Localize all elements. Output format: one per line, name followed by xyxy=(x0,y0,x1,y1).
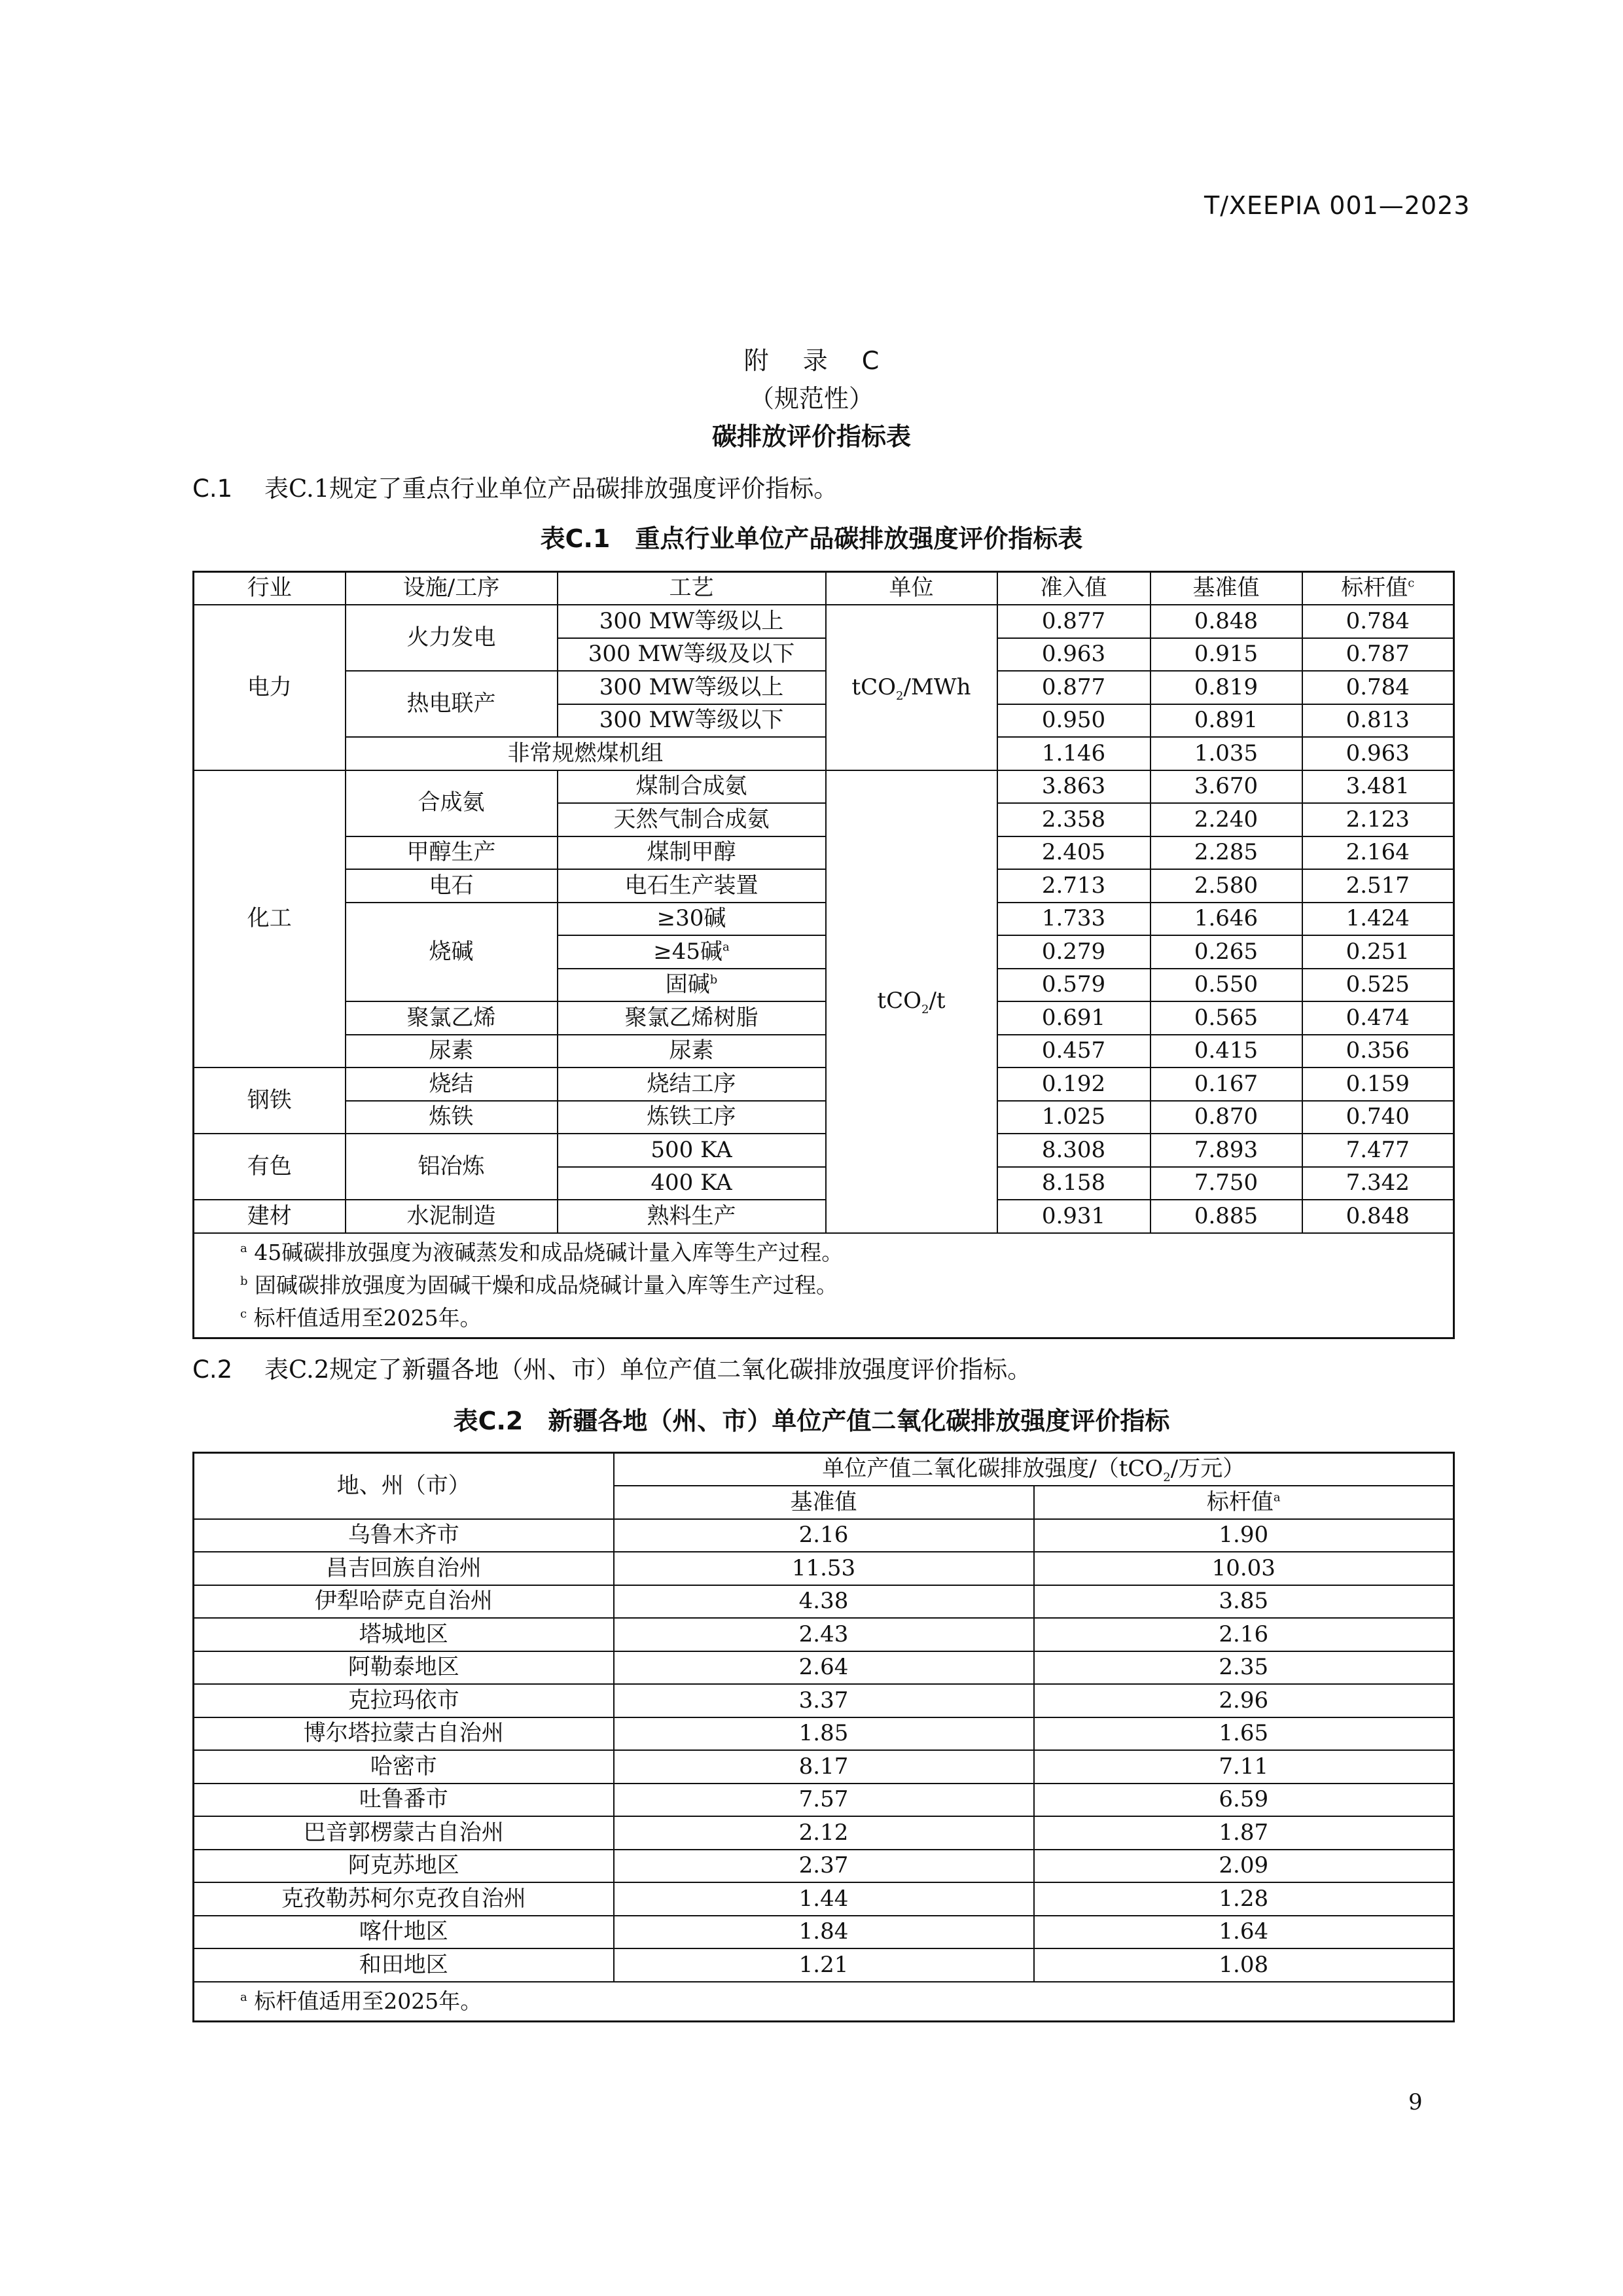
facility-cell: 烧结 xyxy=(346,1067,558,1101)
region-cell: 巴音郭楞蒙古自治州 xyxy=(194,1816,614,1850)
table-row xyxy=(194,605,1454,638)
baseline-value: 7.57 xyxy=(614,1784,1034,1817)
unit-text: tCO xyxy=(851,673,896,700)
table-row xyxy=(194,1916,1454,1949)
benchmark-value: 2.164 xyxy=(1302,836,1454,870)
table-row xyxy=(194,1816,1454,1850)
column-header: 行业 xyxy=(194,572,346,605)
baseline-value: 2.240 xyxy=(1150,803,1302,836)
table-header-row xyxy=(194,572,1454,605)
baseline-value: 0.265 xyxy=(1150,935,1302,969)
entry-value: 0.877 xyxy=(997,605,1150,638)
baseline-value: 7.893 xyxy=(1150,1134,1302,1167)
entry-value: 0.691 xyxy=(997,1001,1150,1035)
process-cell: 电石生产装置 xyxy=(558,869,826,903)
unit-text: tCO xyxy=(877,988,921,1014)
baseline-value: 0.565 xyxy=(1150,1001,1302,1035)
industry-cell: 化工 xyxy=(194,770,346,1068)
baseline-value: 2.12 xyxy=(614,1816,1034,1850)
table-row xyxy=(194,737,1454,770)
baseline-value: 0.848 xyxy=(1150,605,1302,638)
benchmark-value: 0.356 xyxy=(1302,1035,1454,1068)
unit-text: /t xyxy=(929,988,946,1014)
benchmark-value: 2.96 xyxy=(1034,1684,1454,1717)
facility-cell: 合成氨 xyxy=(346,770,558,836)
clause-c2 xyxy=(192,1350,1031,1385)
unit-cell xyxy=(826,605,997,770)
entry-value: 8.158 xyxy=(997,1167,1150,1200)
benchmark-value: 0.159 xyxy=(1302,1067,1454,1101)
process-cell: 300 MW等级以下 xyxy=(558,704,826,738)
benchmark-value: 0.740 xyxy=(1302,1101,1454,1134)
benchmark-value: 0.848 xyxy=(1302,1200,1454,1233)
column-group-header xyxy=(614,1453,1454,1486)
footnote-text: 标杆值适用至2025年。 xyxy=(254,1988,482,2014)
table-row xyxy=(194,1001,1454,1035)
clause-c1 xyxy=(192,469,838,504)
footnote xyxy=(240,1985,1446,2018)
process-cell: 300 MW等级以上 xyxy=(558,671,826,704)
footnote-text: 固碱碳排放强度为固碱干燥和成品烧碱计量入库等生产过程。 xyxy=(255,1272,838,1298)
baseline-value: 0.550 xyxy=(1150,969,1302,1002)
baseline-value: 3.37 xyxy=(614,1684,1034,1717)
clause-text: 表C.2规定了新疆各地（州、市）单位产值二氧化碳排放强度评价指标。 xyxy=(264,1355,1032,1384)
facility-cell: 聚氯乙烯 xyxy=(346,1001,558,1035)
clause-number: C.2 xyxy=(192,1355,233,1384)
benchmark-value: 0.784 xyxy=(1302,671,1454,704)
facility-cell: 非常规燃煤机组 xyxy=(346,737,826,770)
table-row xyxy=(194,1552,1454,1585)
facility-cell: 烧碱 xyxy=(346,903,558,1002)
table-notes-row xyxy=(194,1982,1454,2022)
baseline-value: 0.167 xyxy=(1150,1067,1302,1101)
unit-subscript: 2 xyxy=(921,1003,929,1017)
unit-text: /MWh xyxy=(903,673,971,700)
benchmark-value: 2.123 xyxy=(1302,803,1454,836)
table-row xyxy=(194,1067,1454,1101)
facility-cell: 热电联产 xyxy=(346,671,558,737)
entry-value: 2.358 xyxy=(997,803,1150,836)
process-cell: 煤制合成氨 xyxy=(558,770,826,804)
industry-cell: 建材 xyxy=(194,1200,346,1233)
footnote xyxy=(240,1269,1446,1302)
baseline-value: 4.38 xyxy=(614,1585,1034,1619)
baseline-value: 2.16 xyxy=(614,1519,1034,1552)
benchmark-value: 3.85 xyxy=(1034,1585,1454,1619)
column-header-text: 标杆值 xyxy=(1206,1488,1274,1515)
table-row xyxy=(194,671,1454,704)
region-cell: 哈密市 xyxy=(194,1750,614,1784)
facility-cell: 甲醇生产 xyxy=(346,836,558,870)
table-row xyxy=(194,1651,1454,1685)
column-header: 设施/工序 xyxy=(346,572,558,605)
baseline-value: 0.870 xyxy=(1150,1101,1302,1134)
benchmark-value: 0.525 xyxy=(1302,969,1454,1002)
process-cell: 300 MW等级及以下 xyxy=(558,638,826,672)
benchmark-value: 7.11 xyxy=(1034,1750,1454,1784)
benchmark-value: 2.517 xyxy=(1302,869,1454,903)
baseline-value: 1.035 xyxy=(1150,737,1302,770)
baseline-value: 3.670 xyxy=(1150,770,1302,804)
benchmark-value: 0.813 xyxy=(1302,704,1454,738)
benchmark-value: 6.59 xyxy=(1034,1784,1454,1817)
table-row xyxy=(194,1035,1454,1068)
baseline-value: 2.285 xyxy=(1150,836,1302,870)
benchmark-value: 0.963 xyxy=(1302,737,1454,770)
baseline-value: 0.885 xyxy=(1150,1200,1302,1233)
process-cell: 尿素 xyxy=(558,1035,826,1068)
baseline-value: 2.37 xyxy=(614,1850,1034,1883)
appendix-title: 碳排放评价指标表 xyxy=(711,422,911,451)
table-row xyxy=(194,1200,1454,1233)
region-cell: 喀什地区 xyxy=(194,1916,614,1949)
baseline-value: 1.85 xyxy=(614,1717,1034,1751)
process-cell: 煤制甲醇 xyxy=(558,836,826,870)
entry-value: 0.457 xyxy=(997,1035,1150,1068)
region-cell: 塔城地区 xyxy=(194,1618,614,1651)
benchmark-value: 2.16 xyxy=(1034,1618,1454,1651)
header-text: /万元） xyxy=(1170,1456,1245,1482)
table-caption: 表C.2 新疆各地（州、市）单位产值二氧化碳排放强度评价指标 xyxy=(453,1407,1170,1435)
process-cell xyxy=(558,935,826,969)
table-row xyxy=(194,903,1454,936)
table-caption: 表C.1 重点行业单位产品碳排放强度评价指标表 xyxy=(540,524,1083,553)
industry-cell: 电力 xyxy=(194,605,346,770)
table-row xyxy=(194,869,1454,903)
baseline-value: 0.891 xyxy=(1150,704,1302,738)
column-header: 地、州（市） xyxy=(194,1453,614,1519)
column-header-text: 标杆值 xyxy=(1341,575,1408,601)
clause-number: C.1 xyxy=(192,475,233,503)
baseline-value: 8.17 xyxy=(614,1750,1034,1784)
footnote-text: 标杆值适用至2025年。 xyxy=(253,1304,482,1331)
table-row xyxy=(194,836,1454,870)
baseline-value: 1.646 xyxy=(1150,903,1302,936)
baseline-value: 0.915 xyxy=(1150,638,1302,672)
process-cell: 聚氯乙烯树脂 xyxy=(558,1001,826,1035)
unit-subscript: 2 xyxy=(1163,1471,1171,1485)
benchmark-value: 0.787 xyxy=(1302,638,1454,672)
entry-value: 0.579 xyxy=(997,969,1150,1002)
region-cell: 克拉玛依市 xyxy=(194,1684,614,1717)
process-cell: 天然气制合成氨 xyxy=(558,803,826,836)
entry-value: 1.733 xyxy=(997,903,1150,936)
process-cell: 熟料生产 xyxy=(558,1200,826,1233)
table-row xyxy=(194,1618,1454,1651)
column-header: 基准值 xyxy=(614,1486,1034,1519)
appendix-kind: （规范性） xyxy=(749,384,874,413)
table-row xyxy=(194,1784,1454,1817)
table-row xyxy=(194,1717,1454,1751)
column-header: 工艺 xyxy=(558,572,826,605)
benchmark-value: 2.09 xyxy=(1034,1850,1454,1883)
process-cell xyxy=(558,969,826,1002)
baseline-value: 0.415 xyxy=(1150,1035,1302,1068)
region-cell: 昌吉回族自治州 xyxy=(194,1552,614,1585)
header-text: 单位产值二氧化碳排放强度/（tCO xyxy=(822,1456,1164,1482)
baseline-value: 2.580 xyxy=(1150,869,1302,903)
table-notes xyxy=(194,1233,1454,1338)
table-notes xyxy=(194,1982,1454,2022)
table-row xyxy=(194,1750,1454,1784)
benchmark-value: 7.477 xyxy=(1302,1134,1454,1167)
table-header-row xyxy=(194,1453,1454,1486)
appendix-label: 附 录 C xyxy=(743,346,880,375)
entry-value: 1.146 xyxy=(997,737,1150,770)
entry-value: 0.279 xyxy=(997,935,1150,969)
process-cell: 400 KA xyxy=(558,1167,826,1200)
benchmark-value: 0.474 xyxy=(1302,1001,1454,1035)
industry-carbon-table xyxy=(192,571,1455,1339)
footnote-mark: a xyxy=(722,940,730,954)
industry-cell: 钢铁 xyxy=(194,1067,346,1134)
facility-cell: 炼铁 xyxy=(346,1101,558,1134)
footnote xyxy=(240,1236,1446,1269)
entry-value: 3.863 xyxy=(997,770,1150,804)
entry-value: 0.877 xyxy=(997,671,1150,704)
unit-cell xyxy=(826,770,997,1233)
region-cell: 乌鲁木齐市 xyxy=(194,1519,614,1552)
column-header xyxy=(1034,1486,1454,1519)
benchmark-value: 1.424 xyxy=(1302,903,1454,936)
region-cell: 克孜勒苏柯尔克孜自治州 xyxy=(194,1882,614,1916)
process-cell: 500 KA xyxy=(558,1134,826,1167)
footnote-mark: c xyxy=(1408,576,1415,590)
page-number: 9 xyxy=(1408,2089,1423,2115)
footnote xyxy=(240,1302,1446,1335)
entry-value: 1.025 xyxy=(997,1101,1150,1134)
industry-cell: 有色 xyxy=(194,1134,346,1200)
baseline-value: 2.43 xyxy=(614,1618,1034,1651)
benchmark-value: 1.08 xyxy=(1034,1948,1454,1982)
facility-cell: 电石 xyxy=(346,869,558,903)
entry-value: 0.963 xyxy=(997,638,1150,672)
column-header: 准入值 xyxy=(997,572,1150,605)
footnote-mark: a xyxy=(240,1990,247,2004)
column-header: 单位 xyxy=(826,572,997,605)
baseline-value: 11.53 xyxy=(614,1552,1034,1585)
region-cell: 和田地区 xyxy=(194,1948,614,1982)
entry-value: 8.308 xyxy=(997,1134,1150,1167)
column-header: 基准值 xyxy=(1150,572,1302,605)
facility-cell: 火力发电 xyxy=(346,605,558,671)
entry-value: 0.950 xyxy=(997,704,1150,738)
baseline-value: 0.819 xyxy=(1150,671,1302,704)
document-code: T/XEEPIA 001—2023 xyxy=(1204,191,1471,220)
entry-value: 2.405 xyxy=(997,836,1150,870)
region-cell: 阿克苏地区 xyxy=(194,1850,614,1883)
region-cell: 吐鲁番市 xyxy=(194,1784,614,1817)
entry-value: 2.713 xyxy=(997,869,1150,903)
table-row xyxy=(194,1519,1454,1552)
benchmark-value: 1.65 xyxy=(1034,1717,1454,1751)
benchmark-value: 0.251 xyxy=(1302,935,1454,969)
region-carbon-table xyxy=(192,1452,1455,2022)
table-row xyxy=(194,1882,1454,1916)
benchmark-value: 10.03 xyxy=(1034,1552,1454,1585)
table-row xyxy=(194,1850,1454,1883)
table-row xyxy=(194,1101,1454,1134)
footnote-mark: a xyxy=(1273,1490,1281,1505)
process-cell: 炼铁工序 xyxy=(558,1101,826,1134)
footnote-mark: b xyxy=(240,1274,248,1288)
process-cell: 300 MW等级以上 xyxy=(558,605,826,638)
table-notes-row xyxy=(194,1233,1454,1338)
table-row xyxy=(194,770,1454,804)
entry-value: 0.192 xyxy=(997,1067,1150,1101)
process-cell: ≥30碱 xyxy=(558,903,826,936)
region-cell: 伊犁哈萨克自治州 xyxy=(194,1585,614,1619)
table-row xyxy=(194,1134,1454,1167)
process-cell: 烧结工序 xyxy=(558,1067,826,1101)
baseline-value: 1.44 xyxy=(614,1882,1034,1916)
process-text: 固碱 xyxy=(665,971,710,998)
region-cell: 阿勒泰地区 xyxy=(194,1651,614,1685)
footnote-mark: b xyxy=(709,973,718,987)
footnote-text: 45碱碳排放强度为液碱蒸发和成品烧碱计量入库等生产过程。 xyxy=(254,1239,844,1265)
benchmark-value: 7.342 xyxy=(1302,1167,1454,1200)
benchmark-value: 2.35 xyxy=(1034,1651,1454,1685)
footnote-mark: c xyxy=(240,1306,247,1321)
benchmark-value: 1.90 xyxy=(1034,1519,1454,1552)
clause-text: 表C.1规定了重点行业单位产品碳排放强度评价指标。 xyxy=(264,475,838,503)
baseline-value: 1.84 xyxy=(614,1916,1034,1949)
table-row xyxy=(194,1684,1454,1717)
benchmark-value: 1.87 xyxy=(1034,1816,1454,1850)
column-header xyxy=(1302,572,1454,605)
table-row xyxy=(194,1948,1454,1982)
benchmark-value: 3.481 xyxy=(1302,770,1454,804)
benchmark-value: 1.28 xyxy=(1034,1882,1454,1916)
facility-cell: 铝冶炼 xyxy=(346,1134,558,1200)
region-cell: 博尔塔拉蒙古自治州 xyxy=(194,1717,614,1751)
unit-subscript: 2 xyxy=(895,689,904,703)
baseline-value: 7.750 xyxy=(1150,1167,1302,1200)
benchmark-value: 1.64 xyxy=(1034,1916,1454,1949)
benchmark-value: 0.784 xyxy=(1302,605,1454,638)
facility-cell: 水泥制造 xyxy=(346,1200,558,1233)
footnote-mark: a xyxy=(240,1241,247,1255)
baseline-value: 2.64 xyxy=(614,1651,1034,1685)
entry-value: 0.931 xyxy=(997,1200,1150,1233)
table-row xyxy=(194,1585,1454,1619)
baseline-value: 1.21 xyxy=(614,1948,1034,1982)
process-text: ≥45碱 xyxy=(653,938,723,965)
facility-cell: 尿素 xyxy=(346,1035,558,1068)
table-body xyxy=(194,1519,1454,1982)
